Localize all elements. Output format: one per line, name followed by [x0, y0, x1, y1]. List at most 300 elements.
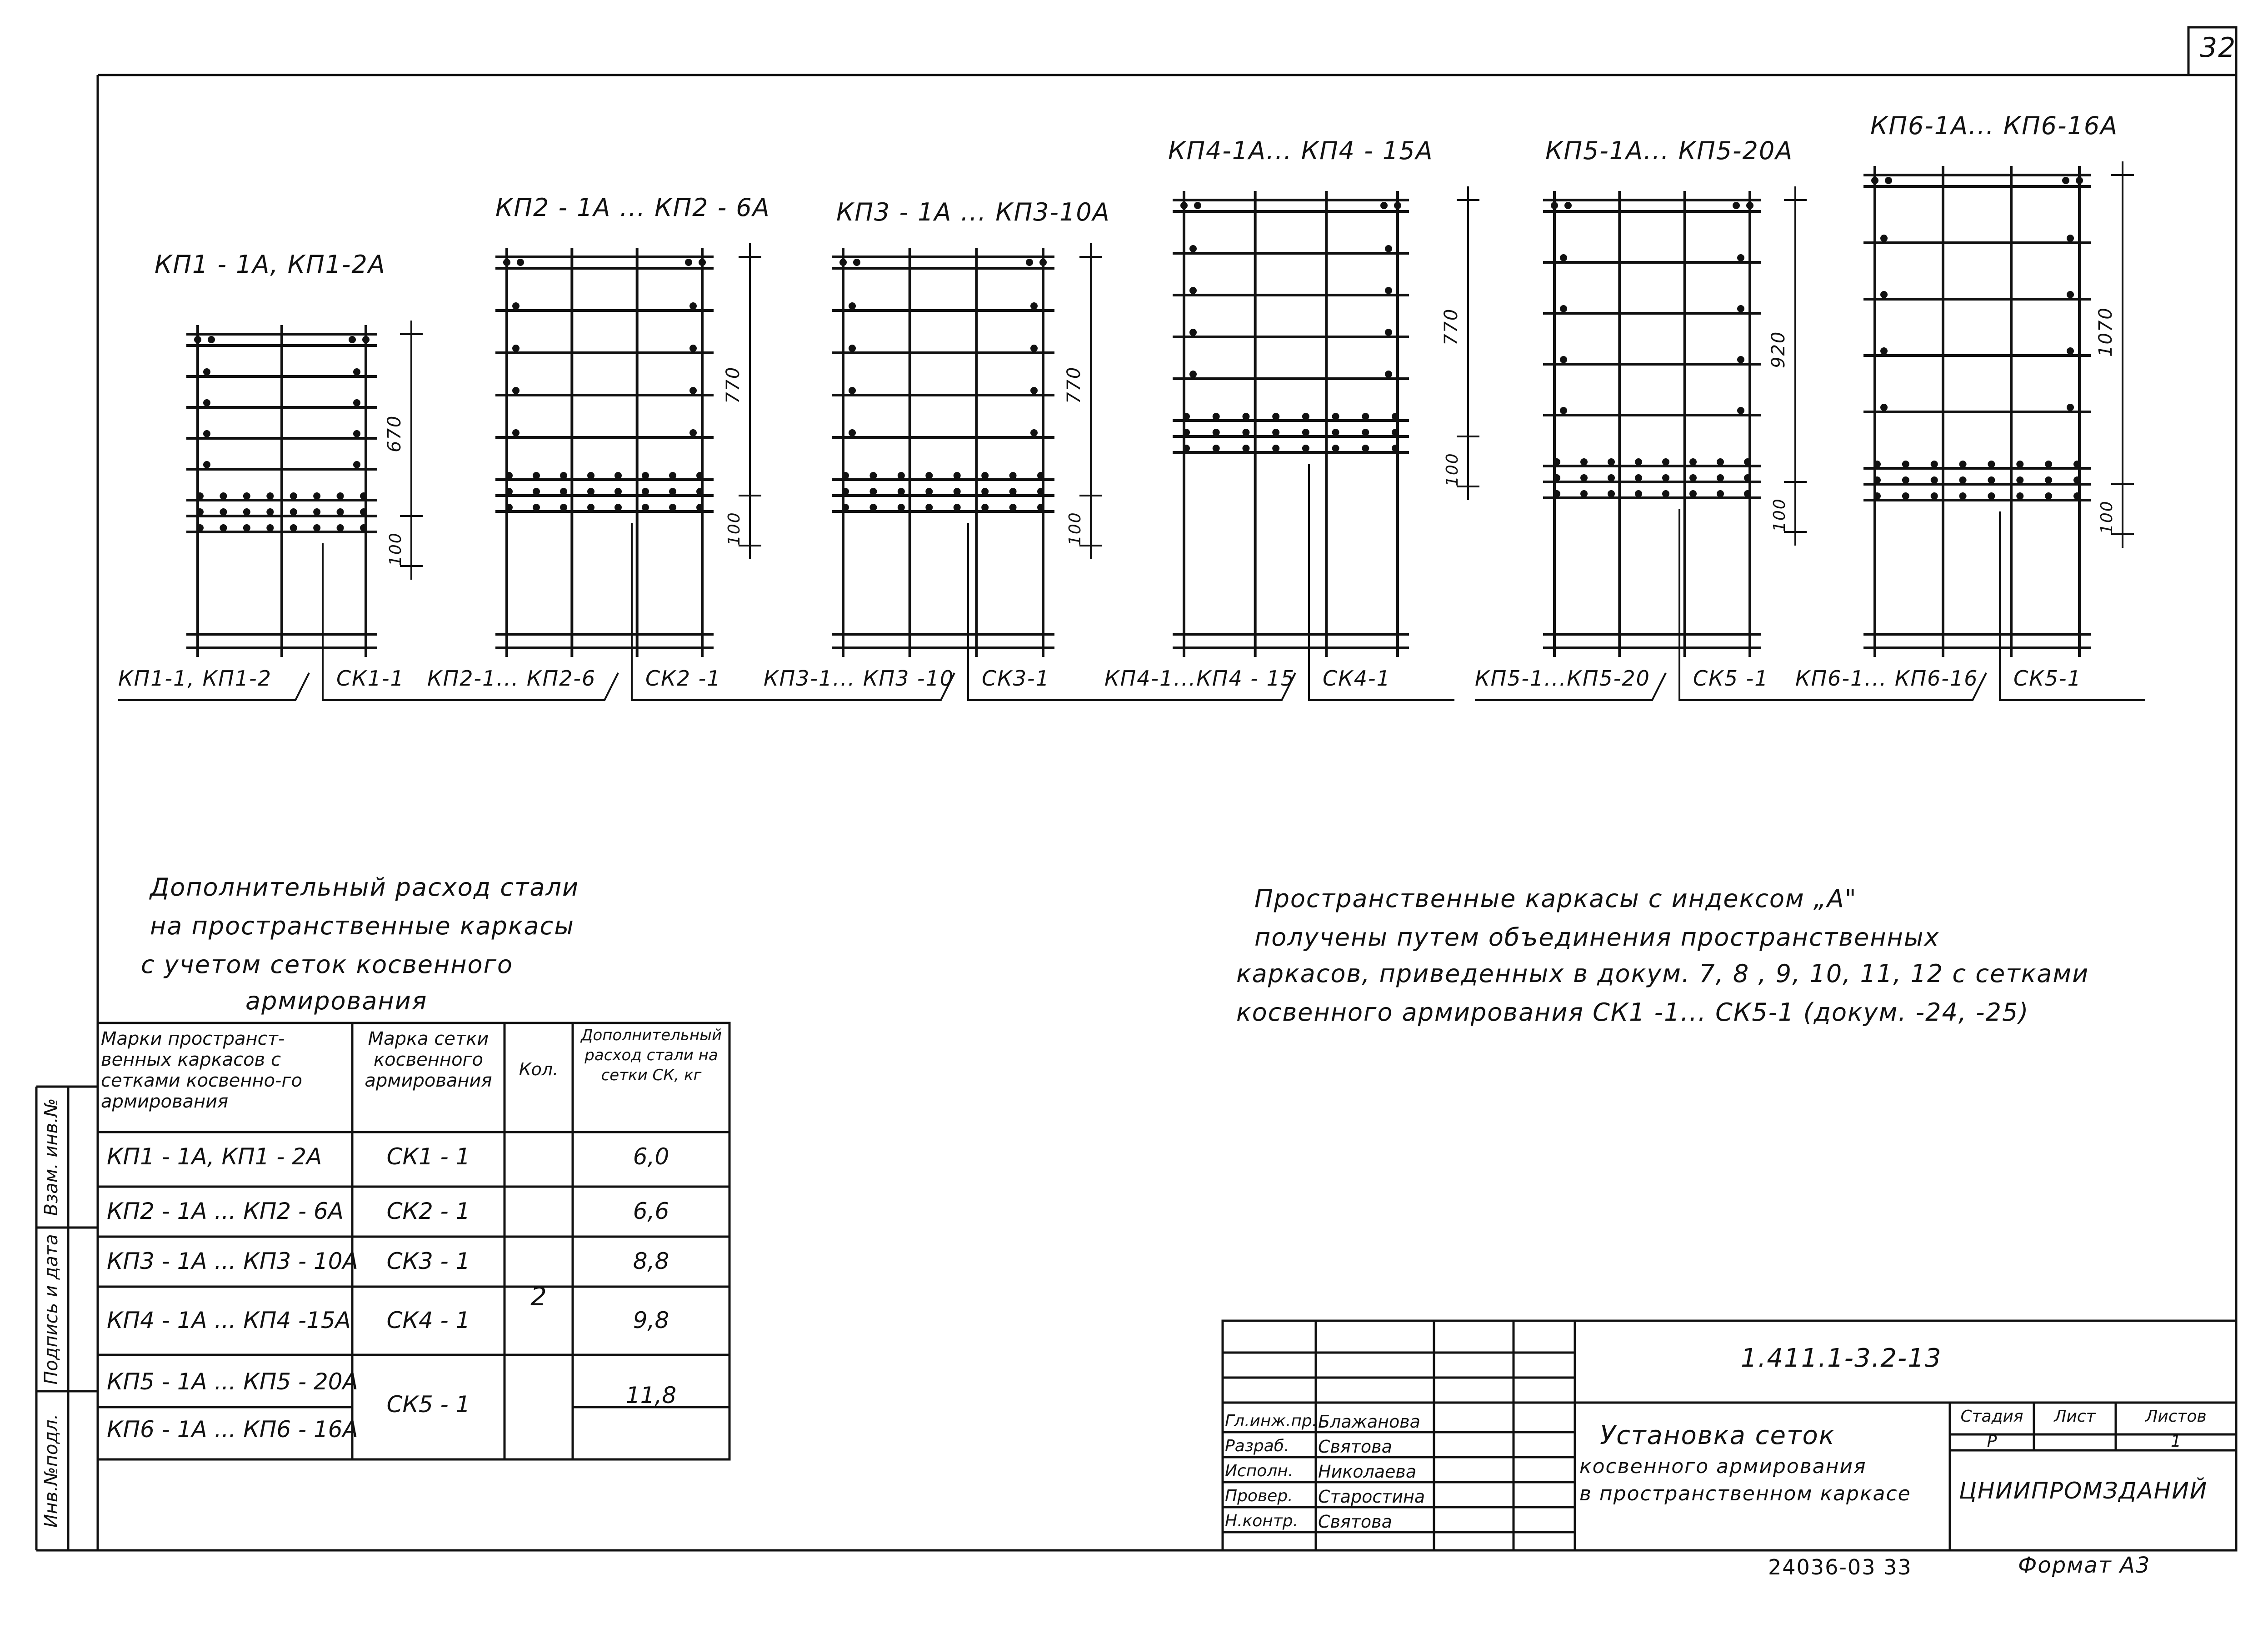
footer-code: 24036-03 33	[1768, 1555, 1912, 1579]
rebar-dot	[1885, 177, 1892, 184]
row-1-mark: КП1 - 1А, КП1 - 2А	[107, 1143, 322, 1170]
side-stamp-signature-date: Подпись и дата	[41, 1234, 62, 1385]
row-2-mark: КП2 - 1А ... КП2 - 6А	[107, 1198, 344, 1224]
row-3-net: СК3 - 1	[386, 1248, 470, 1274]
rebar-dot	[699, 259, 706, 266]
rebar-dot	[517, 259, 524, 266]
rebar-dot	[1385, 329, 1392, 336]
rebar-dot	[196, 508, 204, 516]
table-title-line-2: на пространственные каркасы	[150, 912, 574, 940]
dimension-main-label: 670	[384, 415, 405, 452]
rebar-dot	[1608, 474, 1615, 481]
rebar-dot	[1037, 488, 1044, 495]
rebar-dot	[898, 488, 905, 495]
rebar-dot	[981, 504, 989, 511]
rebar-dot	[1242, 413, 1249, 420]
row-1-net: СК1 - 1	[386, 1143, 470, 1170]
rebar-dot	[1959, 492, 1967, 500]
rebar-dot	[1931, 461, 1938, 468]
frame-title-label: КП2 - 1А ... КП2 - 6А	[495, 193, 770, 222]
rebar-dot	[839, 259, 847, 266]
header-marks: Марки пространст-венных каркасов с сетками косвенно-го армирования	[101, 1028, 302, 1112]
rebar-dot	[1213, 445, 1220, 452]
rebar-dot	[1189, 245, 1197, 252]
rebar-dot	[1744, 458, 1751, 466]
dimension-small-label: 100	[1066, 511, 1084, 546]
rebar-dot	[1959, 461, 1967, 468]
rebar-dot	[2045, 476, 2052, 484]
label-leader	[1309, 464, 1454, 700]
rebar-dot	[898, 504, 905, 511]
name-3: Николаева	[1318, 1462, 1417, 1482]
rebar-dot	[2067, 291, 2074, 298]
rebar-dot	[1560, 356, 1567, 363]
rebar-dot	[1037, 504, 1044, 511]
rebar-dot	[1717, 490, 1724, 497]
frame-title-label: КП4-1А... КП4 - 15А	[1168, 136, 1434, 165]
net-mark-label: СК2 -1	[645, 666, 721, 691]
rebar-dot	[1880, 347, 1888, 355]
role-3: Исполн.	[1225, 1462, 1294, 1480]
rebar-dot	[587, 472, 594, 479]
rebar-dot	[869, 472, 877, 479]
rebar-dot	[533, 472, 540, 479]
rebar-dot	[1689, 474, 1697, 481]
rebar-dot	[505, 472, 513, 479]
row-6-mark: КП6 - 1А ... КП6 - 16А	[107, 1416, 358, 1443]
rebar-dot	[1392, 429, 1399, 436]
rebar-dot	[898, 472, 905, 479]
rebar-dot	[925, 488, 933, 495]
rebar-dot	[689, 302, 697, 310]
rebar-dot	[587, 488, 594, 495]
rebar-dot	[2073, 492, 2081, 500]
rebar-dot	[925, 472, 933, 479]
organization: ЦНИИПРОМЗДАНИЙ	[1959, 1478, 2208, 1504]
rebar-dot	[1039, 259, 1047, 266]
rebar-dot	[2016, 492, 2023, 500]
frame-mark-label: КП6-1... КП6-16	[1795, 666, 1978, 691]
frame-mark-label: КП5-1...КП5-20	[1475, 666, 1650, 691]
rebar-dot	[1030, 429, 1038, 436]
rebar-dot	[1394, 202, 1401, 209]
rebar-dot	[1030, 345, 1038, 352]
rebar-dot	[1560, 407, 1567, 414]
rebar-dot	[1733, 202, 1740, 209]
rebar-dot	[220, 524, 227, 531]
rebar-dot	[505, 504, 513, 511]
drawing-title-1: Установка сеток	[1600, 1421, 1835, 1450]
rebar-dot	[1737, 305, 1744, 312]
rebar-dot	[512, 429, 520, 436]
row-3-mark: КП3 - 1А ... КП3 - 10А	[107, 1248, 358, 1274]
name-4: Старостина	[1318, 1487, 1425, 1507]
rebar-dot	[1272, 445, 1279, 452]
rebar-dot	[1873, 476, 1881, 484]
rebar-dot	[290, 492, 297, 500]
rebar-dot	[1580, 474, 1588, 481]
rebar-dot	[1272, 429, 1279, 436]
rebar-dot	[1880, 404, 1888, 411]
rebar-dot	[981, 488, 989, 495]
rebar-dot	[2062, 177, 2069, 184]
rebar-dot	[203, 430, 210, 437]
rebar-dot	[353, 368, 360, 376]
rebar-dot	[1564, 202, 1572, 209]
dimension-small-label: 100	[725, 511, 744, 546]
rebar-dot	[1717, 458, 1724, 466]
rebar-dot	[1183, 429, 1190, 436]
table-title-line-1: Дополнительный расход стали	[150, 873, 579, 902]
rebar-dot	[669, 472, 676, 479]
stage-value: Р	[1987, 1432, 1997, 1451]
note-line-4: косвенного армирования СК1 -1... СК5-1 (докум. -24, -25)	[1236, 998, 2029, 1027]
rebar-dot	[313, 492, 320, 500]
note-line-3: каркасов, приведенных в докум. 7, 8 , 9, 10, 11, 12 с сетками	[1236, 959, 2089, 988]
net-mark-label: СК5-1	[2013, 666, 2082, 691]
rebar-dot	[1194, 202, 1201, 209]
rebar-dot	[2045, 492, 2052, 500]
header-net: Марка сетки косвенного армирования	[365, 1028, 492, 1091]
rebar-dot	[2045, 461, 2052, 468]
stage-label: Стадия	[1960, 1407, 2023, 1426]
rebar-dot	[2067, 404, 2074, 411]
rebar-dot	[266, 524, 274, 531]
rebar-dot	[1180, 202, 1188, 209]
rebar-dot	[1553, 458, 1560, 466]
rebar-dot	[1189, 371, 1197, 378]
rebar-dot	[1662, 490, 1669, 497]
row-5-net: СК5 - 1	[386, 1391, 470, 1418]
rebar-dot	[1744, 490, 1751, 497]
frames-layer	[118, 161, 2145, 700]
rebar-dot	[290, 508, 297, 516]
row-5-mass: 11,8	[625, 1382, 677, 1408]
drawing-title-3: в пространственном каркасе	[1579, 1482, 1911, 1505]
rebar-dot	[1873, 492, 1881, 500]
sheet-label: Лист	[2054, 1407, 2096, 1426]
rebar-dot	[849, 345, 856, 352]
note-line-1: Пространственные каркасы с индексом „А"	[1254, 884, 1857, 913]
rebar-dot	[1183, 413, 1190, 420]
rebar-dot	[954, 472, 961, 479]
rebar-dot	[587, 504, 594, 511]
rebar-dot	[1332, 429, 1339, 436]
rebar-dot	[1332, 413, 1339, 420]
doc-code: 1.411.1-3.2-13	[1741, 1343, 1942, 1373]
rebar-dot	[1931, 476, 1938, 484]
rebar-dot	[696, 488, 704, 495]
rebar-dot	[533, 504, 540, 511]
row-1-mass: 6,0	[633, 1143, 669, 1170]
frame-title-label: КП5-1А... КП5-20А	[1545, 136, 1793, 165]
side-stamp-original-inv: Инв.№подл.	[41, 1413, 62, 1528]
rebar-dot	[196, 524, 204, 531]
rebar-dot	[208, 336, 215, 343]
frame-title-label: КП1 - 1А, КП1-2А	[155, 250, 386, 279]
rebar-dot	[533, 488, 540, 495]
rebar-dot	[243, 524, 250, 531]
rebar-dot	[313, 508, 320, 516]
net-mark-label: СК5 -1	[1693, 666, 1769, 691]
rebar-dot	[2073, 461, 2081, 468]
rebar-dot	[1635, 458, 1642, 466]
rebar-dot	[849, 429, 856, 436]
rebar-dot	[560, 488, 567, 495]
dimension-small-label: 100	[2098, 500, 2116, 534]
rebar-dot	[1988, 461, 1995, 468]
rebar-dot	[1009, 504, 1017, 511]
frame-mark-label: КП4-1...КП4 - 15	[1104, 666, 1295, 691]
sheet-number: 32	[2200, 32, 2237, 64]
rebar-dot	[954, 504, 961, 511]
rebar-dot	[360, 524, 367, 531]
rebar-dot	[203, 368, 210, 376]
rebar-dot	[1931, 492, 1938, 500]
rebar-dot	[1213, 429, 1220, 436]
rebar-dot	[689, 345, 697, 352]
rebar-dot	[2076, 177, 2083, 184]
rebar-dot	[337, 508, 344, 516]
row-4-mark: КП4 - 1А ... КП4 -15А	[107, 1307, 351, 1333]
rebar-dot	[614, 488, 622, 495]
rebar-dot	[2073, 476, 2081, 484]
table-title-line-4: армирования	[245, 987, 428, 1015]
rebar-dot	[1385, 245, 1392, 252]
header-qty: Кол.	[519, 1059, 559, 1079]
rebar-dot	[1242, 445, 1249, 452]
rebar-dot	[1380, 202, 1388, 209]
rebar-dot	[689, 387, 697, 394]
rebar-dot	[1392, 445, 1399, 452]
rebar-dot	[685, 259, 692, 266]
rebar-dot	[925, 504, 933, 511]
rebar-dot	[1662, 458, 1669, 466]
drawing-title-2: косвенного армирования	[1579, 1455, 1867, 1478]
rebar-dot	[614, 504, 622, 511]
rebar-dot	[1362, 445, 1369, 452]
rebar-dot	[243, 508, 250, 516]
rebar-dot	[1880, 235, 1888, 242]
name-1: Блажанова	[1318, 1412, 1420, 1432]
rebar-dot	[842, 504, 849, 511]
rebar-dot	[853, 259, 860, 266]
frame-mark-label: КП2-1... КП2-6	[427, 666, 596, 691]
role-2: Разраб.	[1225, 1437, 1289, 1455]
rebar-dot	[266, 492, 274, 500]
row-3-mass: 8,8	[633, 1248, 669, 1274]
rebar-dot	[512, 345, 520, 352]
rebar-dot	[1385, 287, 1392, 294]
rebar-dot	[1362, 413, 1369, 420]
rebar-dot	[1873, 461, 1881, 468]
rebar-dot	[203, 461, 210, 468]
rebar-dot	[1580, 458, 1588, 466]
rebar-dot	[353, 399, 360, 406]
rebar-dot	[349, 336, 356, 343]
role-1: Гл.инж.пр.	[1225, 1412, 1318, 1430]
rebar-dot	[1608, 490, 1615, 497]
dimension-main-label: 770	[723, 366, 744, 404]
row-4-net: СК4 - 1	[386, 1307, 470, 1333]
frame-mark-label: КП3-1... КП3 -10	[764, 666, 954, 691]
rebar-dot	[1551, 202, 1558, 209]
rebar-dot	[360, 492, 367, 500]
rebar-dot	[1362, 429, 1369, 436]
rebar-dot	[1272, 413, 1279, 420]
rebar-dot	[1189, 329, 1197, 336]
rebar-dot	[2016, 476, 2023, 484]
rebar-dot	[1635, 474, 1642, 481]
rebar-dot	[362, 336, 370, 343]
dimension-small-label: 100	[1443, 452, 1462, 486]
rebar-dot	[220, 508, 227, 516]
rebar-dot	[353, 461, 360, 468]
rebar-dot	[2067, 347, 2074, 355]
rebar-dot	[512, 302, 520, 310]
rebar-dot	[1737, 407, 1744, 414]
rebar-dot	[869, 504, 877, 511]
rebar-dot	[849, 302, 856, 310]
rebar-dot	[2016, 461, 2023, 468]
rebar-dot	[614, 472, 622, 479]
rebar-dot	[1385, 371, 1392, 378]
rebar-dot	[1030, 302, 1038, 310]
rebar-dot	[1302, 413, 1309, 420]
rebar-dot	[220, 492, 227, 500]
rebar-dot	[1213, 413, 1220, 420]
rebar-dot	[512, 387, 520, 394]
rebar-dot	[560, 504, 567, 511]
table-qty: 2	[530, 1282, 547, 1312]
rebar-dot	[1662, 474, 1669, 481]
dimension-main-label: 770	[1064, 366, 1084, 404]
frame-mark-label: КП1-1, КП1-2	[118, 666, 272, 691]
rebar-dot	[2067, 235, 2074, 242]
rebar-dot	[1560, 254, 1567, 261]
row-4-mass: 9,8	[633, 1307, 669, 1333]
rebar-dot	[505, 488, 513, 495]
net-mark-label: СК3-1	[982, 666, 1050, 691]
rebar-dot	[669, 488, 676, 495]
rebar-dot	[1880, 291, 1888, 298]
rebar-dot	[1608, 458, 1615, 466]
rebar-dot	[642, 472, 649, 479]
rebar-dot	[1189, 287, 1197, 294]
rebar-dot	[337, 492, 344, 500]
name-2: Святова	[1318, 1437, 1392, 1457]
rebar-dot	[1302, 445, 1309, 452]
name-5: Святова	[1318, 1512, 1392, 1532]
rebar-dot	[669, 504, 676, 511]
rebar-dot	[1009, 488, 1017, 495]
rebar-dot	[1717, 474, 1724, 481]
rebar-dot	[1030, 387, 1038, 394]
rebar-dot	[1737, 356, 1744, 363]
rebar-dot	[1689, 458, 1697, 466]
rebar-dot	[1902, 461, 1909, 468]
net-mark-label: СК1-1	[336, 666, 405, 691]
table-title-line-3: с учетом сеток косвенного	[141, 950, 513, 979]
rebar-dot	[842, 488, 849, 495]
net-mark-label: СК4-1	[1323, 666, 1391, 691]
rebar-dot	[1560, 305, 1567, 312]
rebar-dot	[1580, 490, 1588, 497]
rebar-dot	[1902, 492, 1909, 500]
dimension-main-label: 920	[1768, 331, 1789, 368]
rebar-dot	[290, 524, 297, 531]
rebar-dot	[981, 472, 989, 479]
rebar-dot	[194, 336, 201, 343]
rebar-dot	[1183, 445, 1190, 452]
dimension-main-label: 1070	[2095, 307, 2116, 357]
rebar-dot	[1746, 202, 1753, 209]
rebar-dot	[642, 504, 649, 511]
header-mass: Дополнительный расход стали на сетки СК, кг	[580, 1026, 722, 1084]
sheets-label: Листов	[2145, 1407, 2207, 1426]
role-5: Н.контр.	[1225, 1512, 1299, 1530]
rebar-dot	[1959, 476, 1967, 484]
rebar-dot	[1871, 177, 1878, 184]
rebar-dot	[1737, 254, 1744, 261]
rebar-dot	[1988, 492, 1995, 500]
rebar-dot	[1744, 474, 1751, 481]
rebar-dot	[1689, 490, 1697, 497]
row-2-net: СК2 - 1	[386, 1198, 470, 1224]
frame-title-label: КП3 - 1А ... КП3-10А	[836, 198, 1110, 226]
rebar-dot	[1242, 429, 1249, 436]
rebar-dot	[1009, 472, 1017, 479]
dimension-main-label: 770	[1441, 308, 1462, 346]
rebar-dot	[696, 504, 704, 511]
rebar-dot	[1302, 429, 1309, 436]
dimension-small-label: 100	[1770, 498, 1789, 532]
rebar-dot	[1553, 474, 1560, 481]
role-4: Провер.	[1225, 1487, 1293, 1505]
note-line-2: получены путем объединения пространственных	[1254, 923, 1940, 952]
row-5-mark: КП5 - 1А ... КП5 - 20А	[107, 1368, 358, 1395]
rebar-dot	[689, 429, 697, 436]
rebar-dot	[196, 492, 204, 500]
rebar-dot	[337, 524, 344, 531]
frame-title-label: КП6-1А... КП6-16А	[1870, 111, 2118, 140]
row-2-mass: 6,6	[633, 1198, 669, 1224]
side-stamp-replaced-inv: Взам. инв.№	[41, 1098, 62, 1216]
rebar-dot	[869, 488, 877, 495]
rebar-dot	[243, 492, 250, 500]
rebar-dot	[849, 387, 856, 394]
rebar-dot	[503, 259, 510, 266]
rebar-dot	[1902, 476, 1909, 484]
rebar-dot	[696, 472, 704, 479]
rebar-dot	[1635, 490, 1642, 497]
format-label: Формат А3	[2018, 1553, 2151, 1578]
rebar-dot	[1392, 413, 1399, 420]
rebar-dot	[842, 472, 849, 479]
rebar-dot	[266, 508, 274, 516]
rebar-dot	[1332, 445, 1339, 452]
rebar-dot	[203, 399, 210, 406]
rebar-dot	[1026, 259, 1033, 266]
rebar-dot	[1553, 490, 1560, 497]
sheets-value: 1	[2171, 1432, 2181, 1451]
rebar-dot	[1037, 472, 1044, 479]
rebar-dot	[353, 430, 360, 437]
rebar-dot	[954, 488, 961, 495]
rebar-dot	[313, 524, 320, 531]
rebar-dot	[642, 488, 649, 495]
rebar-dot	[360, 508, 367, 516]
